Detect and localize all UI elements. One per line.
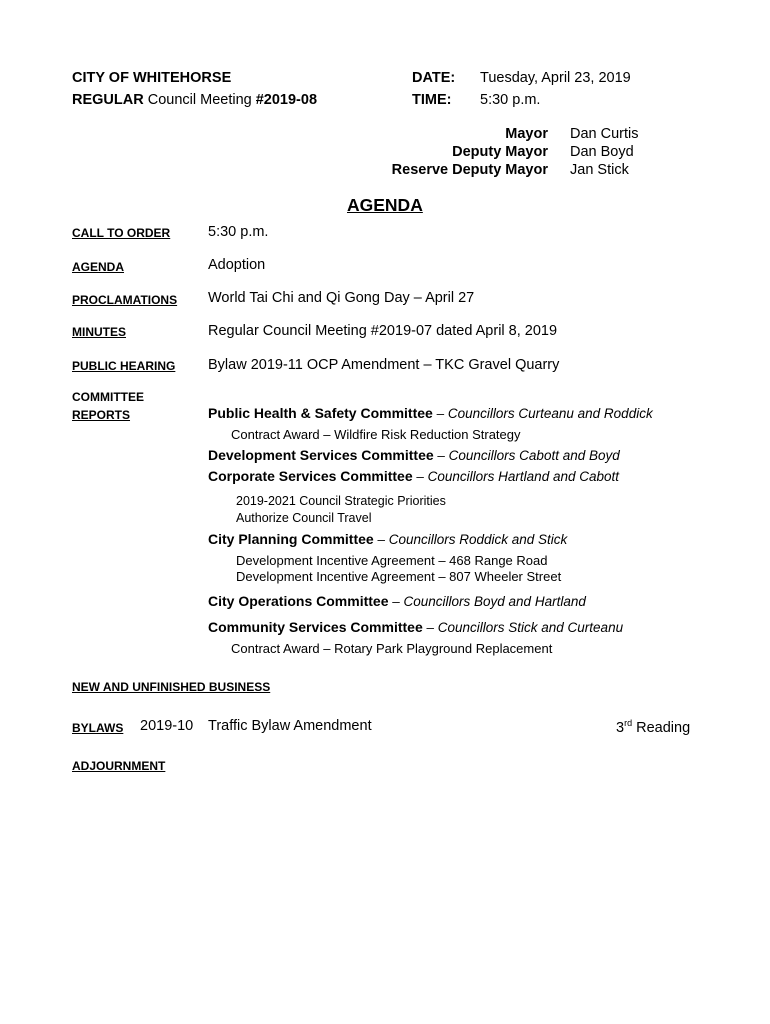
committee-subitem: Development Incentive Agreement – 468 Range Road [236, 553, 548, 568]
section-label-new-business: NEW AND UNFINISHED BUSINESS [72, 680, 271, 694]
reading-number: 3 [616, 719, 625, 736]
committee-name: Public Health & Safety Committee [208, 405, 433, 421]
proclamations-text: World Tai Chi and Qi Gong Day – April 27 [208, 290, 475, 306]
reading-suffix: rd [624, 718, 633, 728]
committee-name: Development Services Committee [208, 447, 434, 463]
official-name: Dan Curtis [570, 126, 639, 142]
committee-members: – Councillors Curteanu and Roddick [432, 406, 653, 421]
committee-heading [208, 447, 620, 463]
call-to-order-text: 5:30 p.m. [208, 224, 269, 240]
official-name: Dan Boyd [570, 144, 634, 160]
section-label-agenda: AGENDA [72, 260, 125, 274]
committee-heading [208, 531, 567, 547]
agenda-title: AGENDA [347, 195, 423, 215]
section-label-proclamations: PROCLAMATIONS [72, 293, 178, 307]
section-label-public-hearing: PUBLIC HEARING [72, 359, 176, 373]
public-hearing-text: Bylaw 2019-11 OCP Amendment – TKC Gravel Quarry [208, 357, 560, 373]
date-label: DATE: [412, 70, 456, 86]
bylaw-text: Traffic Bylaw Amendment [208, 718, 372, 734]
committee-members: – Councillors Stick and Curteanu [422, 620, 624, 635]
meeting-number: #2019-08 [255, 92, 318, 108]
section-label-call-to-order: CALL TO ORDER [72, 226, 171, 240]
section-label-committee-reports: REPORTS [72, 408, 131, 422]
committee-subitem: Development Incentive Agreement – 807 Wheeler Street [236, 569, 562, 584]
committee-subitem: 2019-2021 Council Strategic Priorities [236, 494, 446, 508]
section-label-committee-line1: COMMITTEE [72, 390, 144, 404]
committee-name: City Operations Committee [208, 593, 389, 609]
bylaw-number: 2019-10 [140, 718, 194, 734]
time-value: 5:30 p.m. [480, 92, 541, 108]
committee-name: City Planning Committee [208, 531, 374, 547]
agenda-text: Adoption [208, 257, 266, 273]
bylaw-reading [616, 718, 690, 736]
official-role: Reserve Deputy Mayor [391, 162, 548, 178]
committee-heading [208, 405, 653, 421]
committee-heading [208, 619, 623, 635]
section-label-bylaws: BYLAWS [72, 721, 124, 735]
official-name: Jan Stick [570, 162, 629, 178]
committee-members: – Councillors Boyd and Hartland [388, 594, 586, 609]
time-label: TIME: [412, 92, 452, 108]
committee-heading [208, 468, 619, 484]
meeting-mid: Council Meeting [143, 92, 256, 108]
committee-name: Corporate Services Committee [208, 468, 413, 484]
committee-subitem: Contract Award – Rotary Park Playground Replacement [231, 641, 553, 656]
meeting-title [72, 92, 317, 108]
minutes-text: Regular Council Meeting #2019-07 dated April 8, 2019 [208, 323, 558, 339]
committee-subitem: Contract Award – Wildfire Risk Reduction Strategy [231, 427, 521, 442]
reading-label: Reading [632, 719, 691, 736]
committee-name: Community Services Committee [208, 619, 423, 635]
committee-heading [208, 593, 586, 609]
date-value: Tuesday, April 23, 2019 [480, 70, 631, 86]
committee-members: – Councillors Hartland and Cabott [412, 469, 620, 484]
committee-members: – Councillors Cabott and Boyd [433, 448, 620, 463]
committee-subitem: Authorize Council Travel [236, 511, 372, 525]
section-label-adjournment: ADJOURNMENT [72, 759, 166, 773]
org-name: CITY OF WHITEHORSE [72, 70, 232, 86]
official-role: Mayor [505, 126, 548, 142]
committee-members: – Councillors Roddick and Stick [373, 532, 568, 547]
official-role: Deputy Mayor [452, 144, 548, 160]
section-label-minutes: MINUTES [72, 325, 126, 339]
meeting-type: REGULAR [72, 92, 144, 108]
